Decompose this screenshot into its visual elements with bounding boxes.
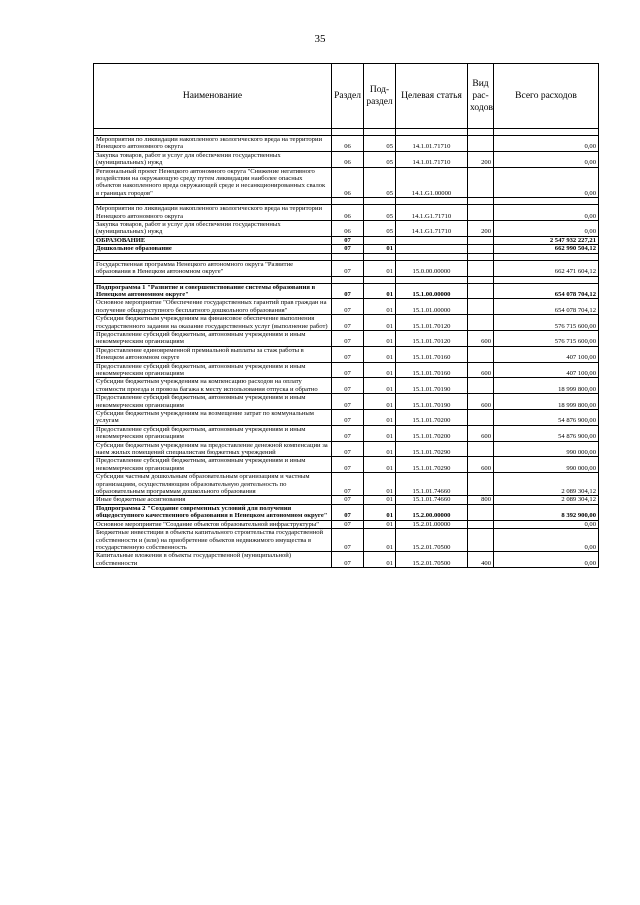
cell-expense-type <box>468 205 494 221</box>
table-row <box>94 441 599 457</box>
cell-name: Субсидии бюджетным учреждениям на возмещение затрат по коммунальным услугам <box>94 410 332 426</box>
cell-total: 990 000,00 <box>494 457 599 473</box>
cell-name: Иные бюджетные ассигнования <box>94 496 332 504</box>
cell-section: 07 <box>332 520 364 528</box>
empty-cell <box>468 129 494 136</box>
cell-section: 06 <box>332 205 364 221</box>
cell-section: 07 <box>332 245 364 253</box>
cell-section: 07 <box>332 283 364 299</box>
budget-table <box>93 63 599 568</box>
table-row <box>94 394 599 410</box>
cell-subsection: 01 <box>364 496 396 504</box>
empty-cell <box>364 198 396 205</box>
cell-subsection: 01 <box>364 457 396 473</box>
cell-name: Предоставление субсидий бюджетным, автономным учреждениям и иным некоммерческим организациям <box>94 457 332 473</box>
cell-total: 662 990 504,12 <box>494 245 599 253</box>
cell-expense-type <box>468 245 494 253</box>
header-subsection: Под-раздел <box>364 64 396 129</box>
table-row <box>94 205 599 221</box>
cell-name: Капитальные вложения в объекты государственной (муниципальной) собственности <box>94 552 332 568</box>
cell-name: Предоставление субсидий бюджетным, автономным учреждениям и иным некоммерческим организациям <box>94 362 332 378</box>
cell-expense-type: 600 <box>468 394 494 410</box>
empty-cell <box>494 253 599 260</box>
cell-subsection: 01 <box>364 441 396 457</box>
cell-target-article: 15.1.01.00000 <box>396 299 468 315</box>
cell-section: 07 <box>332 529 364 552</box>
empty-cell <box>494 276 599 283</box>
cell-section: 07 <box>332 236 364 244</box>
cell-total: 0,00 <box>494 529 599 552</box>
cell-section: 07 <box>332 496 364 504</box>
cell-total: 0,00 <box>494 205 599 221</box>
cell-expense-type <box>468 441 494 457</box>
cell-total: 54 876 900,00 <box>494 410 599 426</box>
cell-name: Субсидии бюджетным учреждениям на предоставление денежной компенсации за наем жилых помещений специалистам бюджетных учреждений <box>94 441 332 457</box>
cell-expense-type <box>468 299 494 315</box>
cell-subsection: 05 <box>364 221 396 237</box>
table-row <box>94 552 599 568</box>
cell-section: 07 <box>332 457 364 473</box>
table-row <box>94 245 599 253</box>
cell-target-article <box>396 245 468 253</box>
cell-target-article: 15.2.01.00000 <box>396 520 468 528</box>
spacer-row <box>94 198 599 205</box>
cell-name: Закупка товаров, работ и услуг для обеспечения государственных (муниципальных) нужд <box>94 151 332 167</box>
cell-subsection: 01 <box>364 362 396 378</box>
cell-section: 07 <box>332 330 364 346</box>
cell-name: Субсидии бюджетным учреждениям на компенсацию расходов на оплату стоимости проезда и провоза багажа к месту использования отпуска и обратно <box>94 378 332 394</box>
empty-cell <box>364 253 396 260</box>
cell-target-article: 15.1.01.70290 <box>396 457 468 473</box>
cell-expense-type <box>468 167 494 198</box>
cell-section: 07 <box>332 504 364 520</box>
cell-target-article: 15.1.01.70200 <box>396 425 468 441</box>
cell-expense-type <box>468 260 494 276</box>
empty-cell <box>364 276 396 283</box>
cell-section: 07 <box>332 410 364 426</box>
empty-cell <box>494 198 599 205</box>
cell-target-article: 14.1.G1.71710 <box>396 205 468 221</box>
cell-target-article: 15.1.01.70120 <box>396 315 468 331</box>
cell-total: 407 100,00 <box>494 362 599 378</box>
empty-cell <box>94 253 332 260</box>
cell-total: 654 078 704,12 <box>494 299 599 315</box>
empty-cell <box>94 129 332 136</box>
cell-total: 54 876 900,00 <box>494 425 599 441</box>
table-row <box>94 378 599 394</box>
empty-cell <box>396 253 468 260</box>
cell-subsection: 01 <box>364 260 396 276</box>
cell-subsection: 01 <box>364 299 396 315</box>
cell-expense-type <box>468 410 494 426</box>
cell-target-article: 15.1.01.70190 <box>396 394 468 410</box>
table-row <box>94 410 599 426</box>
empty-cell <box>468 253 494 260</box>
cell-subsection: 01 <box>364 425 396 441</box>
cell-total: 2 547 932 227,21 <box>494 236 599 244</box>
cell-section: 06 <box>332 136 364 152</box>
cell-section: 07 <box>332 378 364 394</box>
empty-cell <box>468 198 494 205</box>
spacer-row <box>94 276 599 283</box>
cell-name: Мероприятия по ликвидации накопленного экологического вреда на территории Ненецкого автономного округа <box>94 205 332 221</box>
cell-section: 07 <box>332 473 364 496</box>
cell-section: 07 <box>332 362 364 378</box>
cell-expense-type <box>468 504 494 520</box>
table-row <box>94 496 599 504</box>
cell-expense-type: 200 <box>468 221 494 237</box>
cell-target-article: 15.2.01.70500 <box>396 552 468 568</box>
table-row <box>94 473 599 496</box>
table-row <box>94 283 599 299</box>
empty-cell <box>396 198 468 205</box>
cell-target-article <box>396 236 468 244</box>
cell-subsection: 01 <box>364 394 396 410</box>
cell-expense-type: 600 <box>468 362 494 378</box>
cell-target-article: 14.1.01.71710 <box>396 136 468 152</box>
cell-subsection: 01 <box>364 283 396 299</box>
cell-expense-type: 800 <box>468 496 494 504</box>
table-row <box>94 330 599 346</box>
cell-name: Государственная программа Ненецкого автономного округа "Развитие образования в Ненецком автономном округе" <box>94 260 332 276</box>
table-row <box>94 299 599 315</box>
cell-target-article: 15.1.01.70160 <box>396 346 468 362</box>
cell-target-article: 14.1.G1.71710 <box>396 221 468 237</box>
cell-subsection: 05 <box>364 151 396 167</box>
cell-expense-type: 600 <box>468 425 494 441</box>
cell-section: 07 <box>332 315 364 331</box>
empty-cell <box>364 129 396 136</box>
cell-name: Субсидии частным дошкольным образовательным организациям и частным организациям, осуществляющим образовательную деятельность по образовательным программам дошкольного образования <box>94 473 332 496</box>
cell-target-article: 15.0.00.00000 <box>396 260 468 276</box>
cell-subsection: 05 <box>364 205 396 221</box>
cell-subsection <box>364 236 396 244</box>
cell-total: 0,00 <box>494 136 599 152</box>
table-row <box>94 457 599 473</box>
cell-section: 07 <box>332 260 364 276</box>
cell-section: 07 <box>332 346 364 362</box>
cell-expense-type <box>468 236 494 244</box>
cell-name: Региональный проект Ненецкого автономного округа "Снижение негативного воздействия на окружающую среду путем ликвидации наиболее опасных объектов накопленного вреда окружающей среде и несанкционированных свалок в границах городов" <box>94 167 332 198</box>
cell-expense-type <box>468 315 494 331</box>
cell-subsection: 01 <box>364 330 396 346</box>
cell-subsection: 01 <box>364 504 396 520</box>
empty-cell <box>468 276 494 283</box>
cell-name: Закупка товаров, работ и услуг для обеспечения государственных (муниципальных) нужд <box>94 221 332 237</box>
page-number: 35 <box>314 33 326 45</box>
cell-subsection: 05 <box>364 167 396 198</box>
empty-cell <box>332 276 364 283</box>
cell-target-article: 15.1.00.00000 <box>396 283 468 299</box>
empty-cell <box>94 198 332 205</box>
cell-target-article: 15.1.01.70120 <box>396 330 468 346</box>
cell-total: 18 999 800,00 <box>494 394 599 410</box>
empty-cell <box>396 129 468 136</box>
cell-target-article: 14.1.01.71710 <box>396 151 468 167</box>
cell-subsection: 01 <box>364 520 396 528</box>
cell-subsection: 01 <box>364 346 396 362</box>
cell-subsection: 01 <box>364 315 396 331</box>
header-total: Всего расходов <box>494 64 599 129</box>
cell-expense-type: 200 <box>468 151 494 167</box>
table-header-row <box>94 64 599 129</box>
empty-cell <box>332 253 364 260</box>
cell-total: 990 000,00 <box>494 441 599 457</box>
cell-section: 06 <box>332 151 364 167</box>
cell-name: Основное мероприятие "Обеспечение государственных гарантий прав граждан на получение общедоступного бесплатного дошкольного образования" <box>94 299 332 315</box>
cell-subsection: 05 <box>364 136 396 152</box>
table-row <box>94 520 599 528</box>
cell-total: 407 100,00 <box>494 346 599 362</box>
header-target-article: Целевая статья <box>396 64 468 129</box>
cell-total: 0,00 <box>494 221 599 237</box>
cell-total: 8 392 900,00 <box>494 504 599 520</box>
cell-total: 662 471 604,12 <box>494 260 599 276</box>
cell-section: 07 <box>332 441 364 457</box>
cell-expense-type <box>468 378 494 394</box>
spacer-row <box>94 129 599 136</box>
table-row <box>94 260 599 276</box>
cell-total: 576 715 600,00 <box>494 315 599 331</box>
cell-target-article: 15.1.01.74660 <box>396 473 468 496</box>
cell-name: Предоставление единовременной премиальной выплаты за стаж работы в Ненецком автономном округе <box>94 346 332 362</box>
cell-total: 0,00 <box>494 552 599 568</box>
empty-cell <box>494 129 599 136</box>
cell-expense-type: 400 <box>468 552 494 568</box>
cell-target-article: 15.2.01.70500 <box>396 529 468 552</box>
cell-subsection: 01 <box>364 529 396 552</box>
cell-target-article: 15.1.01.70200 <box>396 410 468 426</box>
cell-target-article: 15.1.01.70160 <box>396 362 468 378</box>
cell-name: Бюджетные инвестиции в объекты капитального строительства государственной собственности и (или) на приобретение объектов недвижимого имущества в государственную собственность <box>94 529 332 552</box>
header-expense-type: Вид рас-ходов <box>468 64 494 129</box>
cell-subsection: 01 <box>364 245 396 253</box>
table-row <box>94 315 599 331</box>
cell-subsection: 01 <box>364 552 396 568</box>
cell-total: 0,00 <box>494 167 599 198</box>
cell-target-article: 15.2.00.00000 <box>396 504 468 520</box>
cell-section: 06 <box>332 221 364 237</box>
cell-total: 2 089 304,12 <box>494 473 599 496</box>
cell-section: 07 <box>332 425 364 441</box>
table-row <box>94 236 599 244</box>
cell-name: Предоставление субсидий бюджетным, автономным учреждениям и иным некоммерческим организациям <box>94 425 332 441</box>
table-row <box>94 136 599 152</box>
cell-name: Основное мероприятие "Создание объектов образовательной инфраструктуры" <box>94 520 332 528</box>
cell-total: 18 999 800,00 <box>494 378 599 394</box>
cell-subsection: 01 <box>364 410 396 426</box>
cell-expense-type <box>468 136 494 152</box>
cell-section: 06 <box>332 167 364 198</box>
header-name: Наименование <box>94 64 332 129</box>
cell-name: Мероприятия по ликвидации накопленного экологического вреда на территории Ненецкого автономного округа <box>94 136 332 152</box>
cell-expense-type <box>468 346 494 362</box>
cell-section: 07 <box>332 394 364 410</box>
header-section: Раздел <box>332 64 364 129</box>
table-row <box>94 151 599 167</box>
cell-total: 0,00 <box>494 151 599 167</box>
empty-cell <box>332 129 364 136</box>
cell-total: 2 089 304,12 <box>494 496 599 504</box>
cell-expense-type: 600 <box>468 330 494 346</box>
table-row <box>94 362 599 378</box>
cell-section: 07 <box>332 299 364 315</box>
cell-total: 0,00 <box>494 520 599 528</box>
cell-target-article: 15.1.01.70290 <box>396 441 468 457</box>
cell-name: Подпрограмма 2 "Создание современных условий для получения общедоступного качественного образования в Ненецком автономном округе" <box>94 504 332 520</box>
table-row <box>94 167 599 198</box>
table-row <box>94 425 599 441</box>
cell-target-article: 15.1.01.70190 <box>396 378 468 394</box>
table-row <box>94 346 599 362</box>
empty-cell <box>332 198 364 205</box>
cell-name: ОБРАЗОВАНИЕ <box>94 236 332 244</box>
cell-expense-type <box>468 529 494 552</box>
cell-name: Дошкольное образование <box>94 245 332 253</box>
cell-name: Субсидии бюджетным учреждениям на финансовое обеспечение выполнения государственного задания на оказание государственных услуг (выполнение работ) <box>94 315 332 331</box>
cell-section: 07 <box>332 552 364 568</box>
cell-total: 654 078 704,12 <box>494 283 599 299</box>
spacer-row <box>94 253 599 260</box>
cell-expense-type: 600 <box>468 457 494 473</box>
cell-expense-type <box>468 473 494 496</box>
cell-target-article: 14.1.G1.00000 <box>396 167 468 198</box>
table-row <box>94 529 599 552</box>
cell-name: Предоставление субсидий бюджетным, автономным учреждениям и иным некоммерческим организациям <box>94 394 332 410</box>
cell-subsection: 01 <box>364 473 396 496</box>
cell-expense-type <box>468 520 494 528</box>
empty-cell <box>396 276 468 283</box>
cell-expense-type <box>468 283 494 299</box>
cell-name: Предоставление субсидий бюджетным, автономным учреждениям и иным некоммерческим организациям <box>94 330 332 346</box>
table-row <box>94 221 599 237</box>
table-row <box>94 504 599 520</box>
cell-total: 576 715 600,00 <box>494 330 599 346</box>
cell-name: Подпрограмма 1 "Развитие и совершенствование системы образования в Ненецком автономном округе" <box>94 283 332 299</box>
empty-cell <box>94 276 332 283</box>
cell-target-article: 15.1.01.74660 <box>396 496 468 504</box>
cell-subsection: 01 <box>364 378 396 394</box>
